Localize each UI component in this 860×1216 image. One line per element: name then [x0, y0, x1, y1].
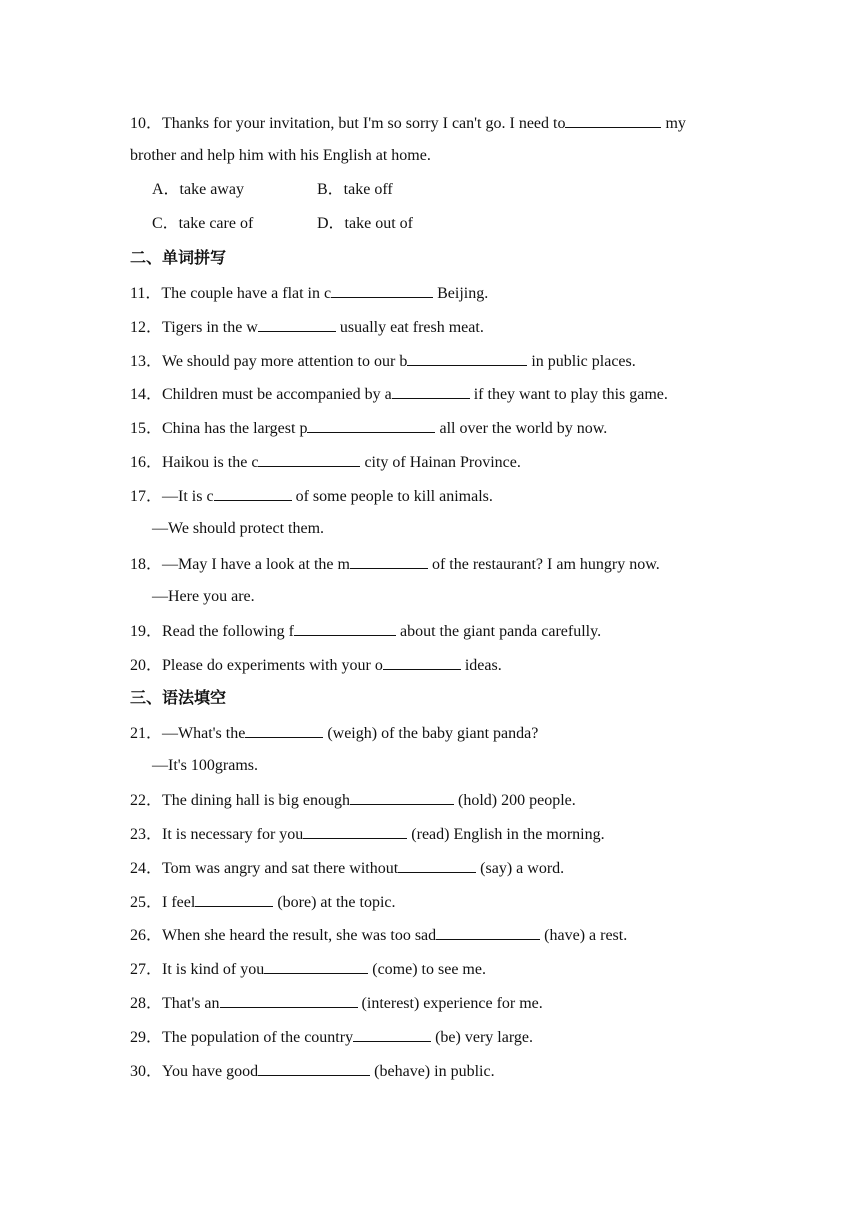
option-a[interactable]: A．take away: [152, 181, 244, 198]
section-2-heading: 二、单词拼写: [130, 248, 227, 267]
question-text-end: (behave) in public.: [370, 1063, 495, 1080]
answer-blank[interactable]: [398, 857, 476, 873]
question-27: [130, 958, 486, 980]
answer-blank[interactable]: [353, 1026, 431, 1042]
question-24: [130, 857, 564, 879]
question-text: 28．That's an: [130, 995, 220, 1012]
question-text-end: (weigh) of the baby giant panda?: [323, 725, 539, 742]
question-text: 17．—It is c: [130, 488, 214, 505]
question-19: [130, 620, 601, 642]
answer-blank[interactable]: [407, 350, 527, 366]
question-text: 27．It is kind of you: [130, 961, 265, 978]
answer-blank[interactable]: [303, 823, 407, 839]
question-text: 18．—May I have a look at the m: [130, 556, 350, 573]
question-text: 20．Please do experiments with your o: [130, 657, 383, 674]
question-text-end: (say) a word.: [476, 860, 565, 877]
question-10-text-end: my: [661, 115, 686, 132]
question-text-end: (have) a rest.: [540, 927, 628, 944]
question-text: 24．Tom was angry and sat there without: [130, 860, 399, 877]
question-12: [130, 316, 484, 338]
question-text-end: all over the world by now.: [435, 420, 608, 437]
question-text-end: (come) to see me.: [368, 961, 486, 978]
option-c[interactable]: C．take care of: [152, 215, 254, 232]
question-text: 15．China has the largest p: [130, 420, 308, 437]
answer-blank[interactable]: [565, 112, 661, 128]
question-text-end: of some people to kill animals.: [291, 488, 493, 505]
question-11: [130, 282, 488, 304]
question-29: [130, 1026, 533, 1048]
question-13: [130, 350, 636, 372]
question-text: 30．You have good: [130, 1063, 259, 1080]
question-text-end: (interest) experience for me.: [357, 995, 543, 1012]
answer-blank[interactable]: [264, 958, 368, 974]
answer-blank[interactable]: [350, 553, 428, 569]
question-17: [130, 485, 493, 507]
answer-blank[interactable]: [307, 417, 435, 433]
question-text-end: usually eat fresh meat.: [335, 319, 484, 336]
answer-blank[interactable]: [392, 383, 470, 399]
question-17-reply: —We should protect them.: [152, 520, 325, 537]
question-10-line-1: [130, 112, 686, 134]
question-22: [130, 789, 576, 811]
option-b[interactable]: B．take off: [317, 181, 393, 198]
question-21-reply: —It's 100grams.: [152, 757, 258, 774]
question-text-end: Beijing.: [433, 285, 489, 302]
question-text: 22．The dining hall is big enough: [130, 792, 350, 809]
answer-blank[interactable]: [258, 1060, 370, 1076]
answer-blank[interactable]: [436, 924, 540, 940]
question-text: 21．—What's the: [130, 725, 246, 742]
answer-blank[interactable]: [331, 282, 433, 298]
options-row-2: [152, 214, 413, 234]
question-text-end: (be) very large.: [431, 1029, 533, 1046]
question-text-end: if they want to play this game.: [469, 386, 668, 403]
answer-blank[interactable]: [214, 485, 292, 501]
question-text-end: ideas.: [460, 657, 502, 674]
question-text: 11．The couple have a flat in c: [130, 285, 332, 302]
question-16: [130, 451, 521, 473]
question-text: 12．Tigers in the w: [130, 319, 258, 336]
answer-blank[interactable]: [220, 992, 358, 1008]
question-18: [130, 553, 660, 575]
question-text: 29．The population of the country: [130, 1029, 354, 1046]
answer-blank[interactable]: [383, 654, 461, 670]
question-text: 25．I feel: [130, 894, 196, 911]
question-14: [130, 383, 668, 405]
question-30: [130, 1060, 495, 1082]
question-text: 13．We should pay more attention to our b: [130, 353, 408, 370]
question-text: 19．Read the following f: [130, 623, 294, 640]
question-text: 23．It is necessary for you: [130, 826, 304, 843]
section-3-heading: 三、语法填空: [130, 688, 227, 707]
question-10-text: 10．Thanks for your invitation, but I'm so sorry I can't go. I need to: [130, 115, 566, 132]
question-text-end: (bore) at the topic.: [273, 894, 396, 911]
question-text: 14．Children must be accompanied by a: [130, 386, 392, 403]
question-text-end: in public places.: [527, 353, 636, 370]
question-23: [130, 823, 605, 845]
answer-blank[interactable]: [294, 620, 396, 636]
answer-blank[interactable]: [258, 316, 336, 332]
question-text-end: (hold) 200 people.: [453, 792, 576, 809]
question-text-end: city of Hainan Province.: [360, 454, 521, 471]
question-25: [130, 891, 395, 913]
question-text-end: about the giant panda carefully.: [395, 623, 602, 640]
question-20: [130, 654, 502, 676]
answer-blank[interactable]: [195, 891, 273, 907]
question-21: [130, 722, 538, 744]
question-text: 26．When she heard the result, she was too sad: [130, 927, 437, 944]
answer-blank[interactable]: [245, 722, 323, 738]
options-row-1: [152, 180, 393, 200]
question-26: [130, 924, 627, 946]
question-10-line-2: brother and help him with his English at home.: [130, 147, 431, 164]
question-text-end: of the restaurant? I am hungry now.: [427, 556, 660, 573]
answer-blank[interactable]: [258, 451, 360, 467]
question-15: [130, 417, 607, 439]
question-text-end: (read) English in the morning.: [407, 826, 605, 843]
option-d[interactable]: D．take out of: [317, 215, 413, 232]
answer-blank[interactable]: [350, 789, 454, 805]
question-18-reply: —Here you are.: [152, 588, 255, 605]
question-text: 16．Haikou is the c: [130, 454, 259, 471]
question-28: [130, 992, 543, 1014]
